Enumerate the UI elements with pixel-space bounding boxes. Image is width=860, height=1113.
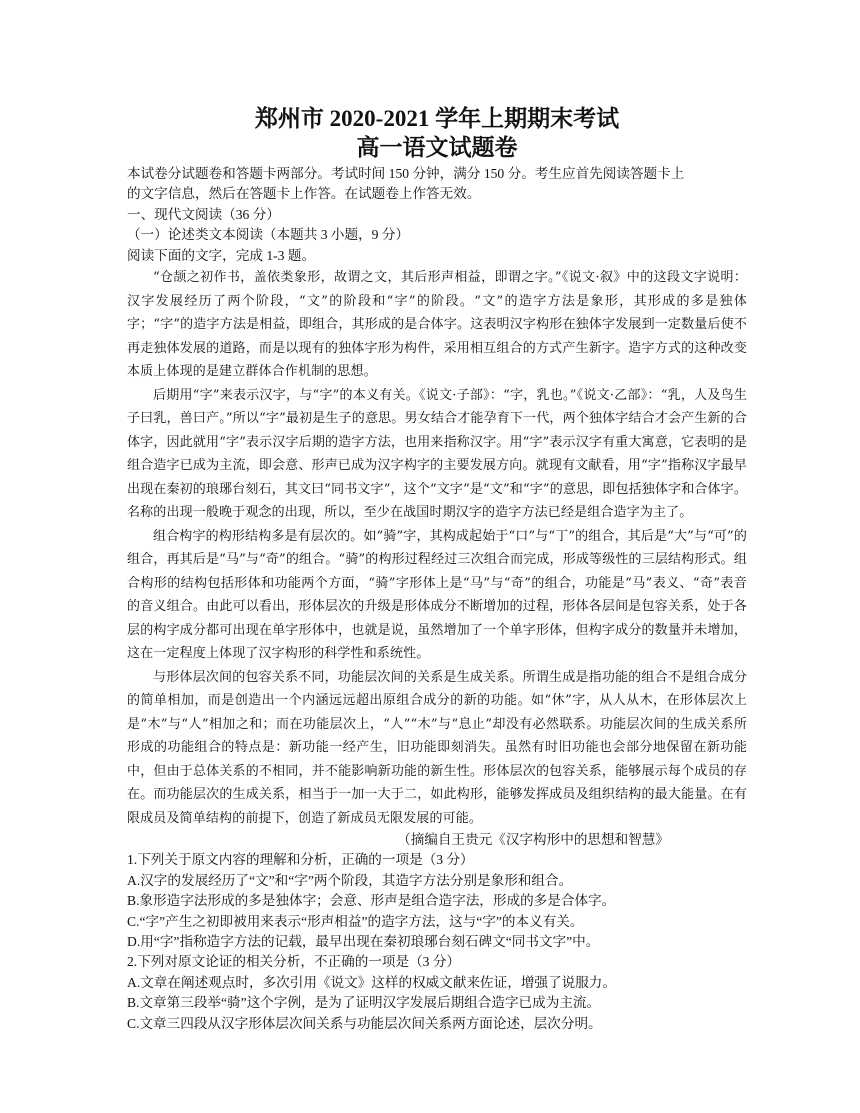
question-2-option-c: C.文章三四段从汉字形体层次间关系与功能层次间关系两方面论述，层次分明。 <box>127 1015 602 1031</box>
passage-paragraph-2: 后期用“字”来表示汉字，与“字”的本义有关。《说文·子部》：“字，乳也。”《说文·乙部》：“乳，人及鸟生子曰乳，兽曰产。”所以“字”最初是生子的意思。男女结合才能孕育下一代，两个独体字结合才会产生新的合体字，因此就用“字”表示汉字后期的造字方法，也用来指称汉字。用“字”表示汉字有重大寓意，它表明的是组合造字已成为主流，即会意、形声已成为汉字构字的主要发展方向。就现有文献看，用“字”指称汉字最早出现在秦初的琅琊台刻石，其文曰“同书文字”，这个“文字”是“文”和“字”的意思，即包括独体字和合体字。名称的出现一般晚于观念的出现，所以，至少在战国时期汉字的造字方法已经是组合造字为主了。 <box>127 387 747 521</box>
question-1-option-b: B.象形造字法形成的多是独体字；会意、形声是组合造字法，形成的多是合体字。 <box>127 893 616 909</box>
intro-line-2: 的文字信息，然后在答题卡上作答。在试题卷上作答无效。 <box>127 186 481 202</box>
question-1-option-c: C.“字”产生之初即被用来表示“形声相益”的造字方法，这与“字”的本义有关。 <box>127 913 584 929</box>
passage-source: （摘编自王贵元《汉字构形中的思想和智慧》 <box>397 832 669 848</box>
exam-title: 郑州市 2020-2021 学年上期期末考试 <box>254 106 620 131</box>
subsection-heading: （一）论述类文本阅读（本题共 3 小题，9 分） <box>127 227 410 243</box>
passage-paragraph-4: 与形体层次间的包容关系不同，功能层次间的关系是生成关系。所谓生成是指功能的组合不是组合成分的简单相加，而是创造出一个内涵远远超出原组合成分的新的功能。如“休”字，从人从木，在形体层次上是“木”与“人”相加之和；而在功能层次上，“人”“木”与“息止”却没有必然联系。功能层次间的生成关系所形成的功能组合的特点是：新功能一经产生，旧功能即刻消失。虽然有时旧功能也会部分地保留在新功能中，但由于总体关系的不相同，并不能影响新功能的新生性。形体层次的包容关系，能够展示每个成员的存在。而功能层次的生成关系，相当于一加一大于二，如此构形，能够发挥成员及组织结构的最大能量。在有限成员及简单结构的前提下，创造了新成员无限发展的可能。 <box>127 669 747 826</box>
question-2-stem: 2.下列对原文论证的相关分析，不正确的一项是（3 分） <box>127 954 461 970</box>
intro-line-1: 本试卷分试题卷和答题卡两部分。考试时间 150 分钟，满分 150 分。考生应首先阅读答题卡上 <box>127 166 685 181</box>
question-2-option-a: A.文章在阐述观点时，多次引用《说文》这样的权威文献来佐证，增强了说服力。 <box>127 974 616 990</box>
passage-paragraph-3: 组合构字的构形结构多是有层次的。如“骑”字，其构成起始于“口”与“丁”的组合，其后是“大”与“可”的组合，再其后是“马”与“奇”的组合。“骑”的构形过程经过三次组合而完成，形成等级性的三层结构形式。组合构形的结构包括形体和功能两个方面，“骑”字形体上是“马”与“奇”的组合，功能是“马”表义、“奇”表音的音义组合。由此可以看出，形体层次的升级是形体成分不断增加的过程，形体各层间是包容关系，处于各层的构字成分都可出现在单字形体中，也就是说，虽然增加了一个单字形体，但构字成分的数量并未增加，这在一定程度上体现了汉字构形的科学性和系统性。 <box>127 528 747 662</box>
passage-paragraph-1: “仓颉之初作书，盖依类象形，故谓之文，其后形声相益，即谓之字。”《说文·叙》中的这段文字说明：汉字发展经历了两个阶段，“文”的阶段和“字”的阶段。“文”的造字方法是象形，其形成的多是独体字；“字”的造字方法是相益，即组合，其形成的是合体字。这表明汉字构形在独体字发展到一定数量后使不再走独体发展的道路，而是以现有的独体字形为构件，采用相互组合的方式产生新字。造字方式的这种改变本质上体现的是建立群体合作机制的思想。 <box>127 270 747 380</box>
exam-page <box>127 104 747 1034</box>
question-2-option-b: B.文章第三段举“骑”这个字例，是为了证明汉字发展后期组合造字已成为主流。 <box>127 995 601 1011</box>
question-1-option-a: A.汉字的发展经历了“文”和“字”两个阶段，其造字方法分别是象形和组合。 <box>127 872 573 888</box>
reading-instruction: 阅读下面的文字，完成 1-3 题。 <box>127 247 316 263</box>
exam-subtitle: 高一语文试题卷 <box>356 135 518 160</box>
section-heading: 一、现代文阅读（36 分） <box>127 206 280 222</box>
question-1-option-d: D.用“字”指称造字方法的记载，最早出现在秦初琅琊台刻石碑文“同书文字”中。 <box>127 934 600 950</box>
question-1-stem: 1.下列关于原文内容的理解和分析，正确的一项是（3 分） <box>127 852 474 868</box>
